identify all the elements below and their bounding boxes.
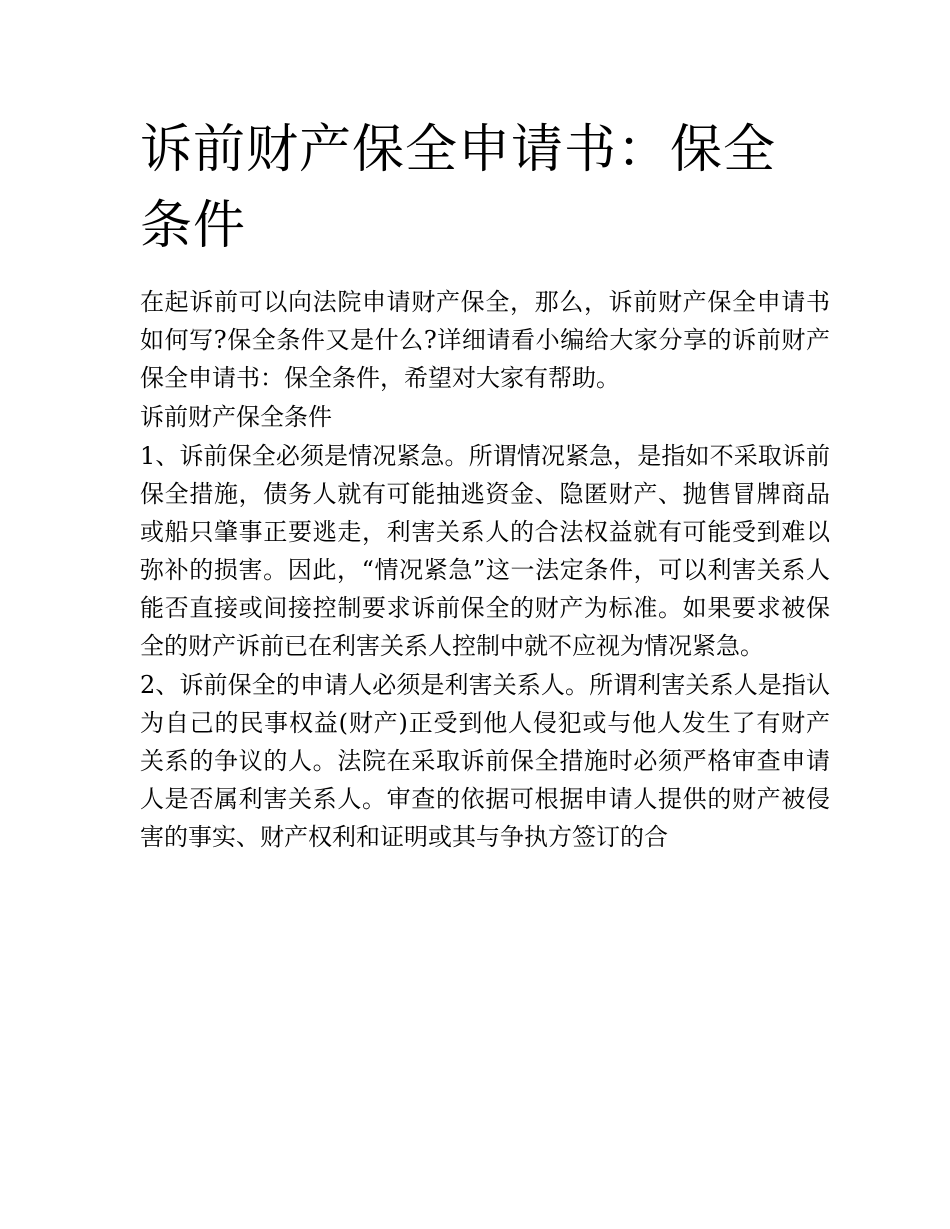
- condition-paragraph-1: 1、诉前保全必须是情况紧急。所谓情况紧急，是指如不采取诉前保全措施，债务人就有可能抽逃资金、隐匿财产、抛售冒牌商品或船只肇事正要逃走，利害关系人的合法权益就有可能受到难以弥补的损害。因此，“情况紧急”这一法定条件，可以利害关系人能否直接或间接控制要求诉前保全的财产为标准。如果要求被保全的财产诉前已在利害关系人控制中就不应视为情况紧急。: [140, 442, 830, 660]
- document-body: [140, 283, 830, 857]
- condition-paragraph-2: 2、诉前保全的申请人必须是利害关系人。所谓利害关系人是指认为自己的民事权益(财产)正受到他人侵犯或与他人发生了有财产关系的争议的人。法院在采取诉前保全措施时必须严格审查申请人是否属利害关系人。审查的依据可根据申请人提供的财产被侵害的事实、财产权利和证明或其与争执方签订的合: [140, 671, 830, 851]
- section-heading: 诉前财产保全条件: [140, 403, 332, 431]
- document-title: 诉前财产保全申请书：保全条件: [140, 120, 777, 256]
- intro-paragraph: 在起诉前可以向法院申请财产保全，那么，诉前财产保全申请书如何写?保全条件又是什么?详细请看小编给大家分享的诉前财产保全申请书：保全条件，希望对大家有帮助。: [140, 288, 830, 392]
